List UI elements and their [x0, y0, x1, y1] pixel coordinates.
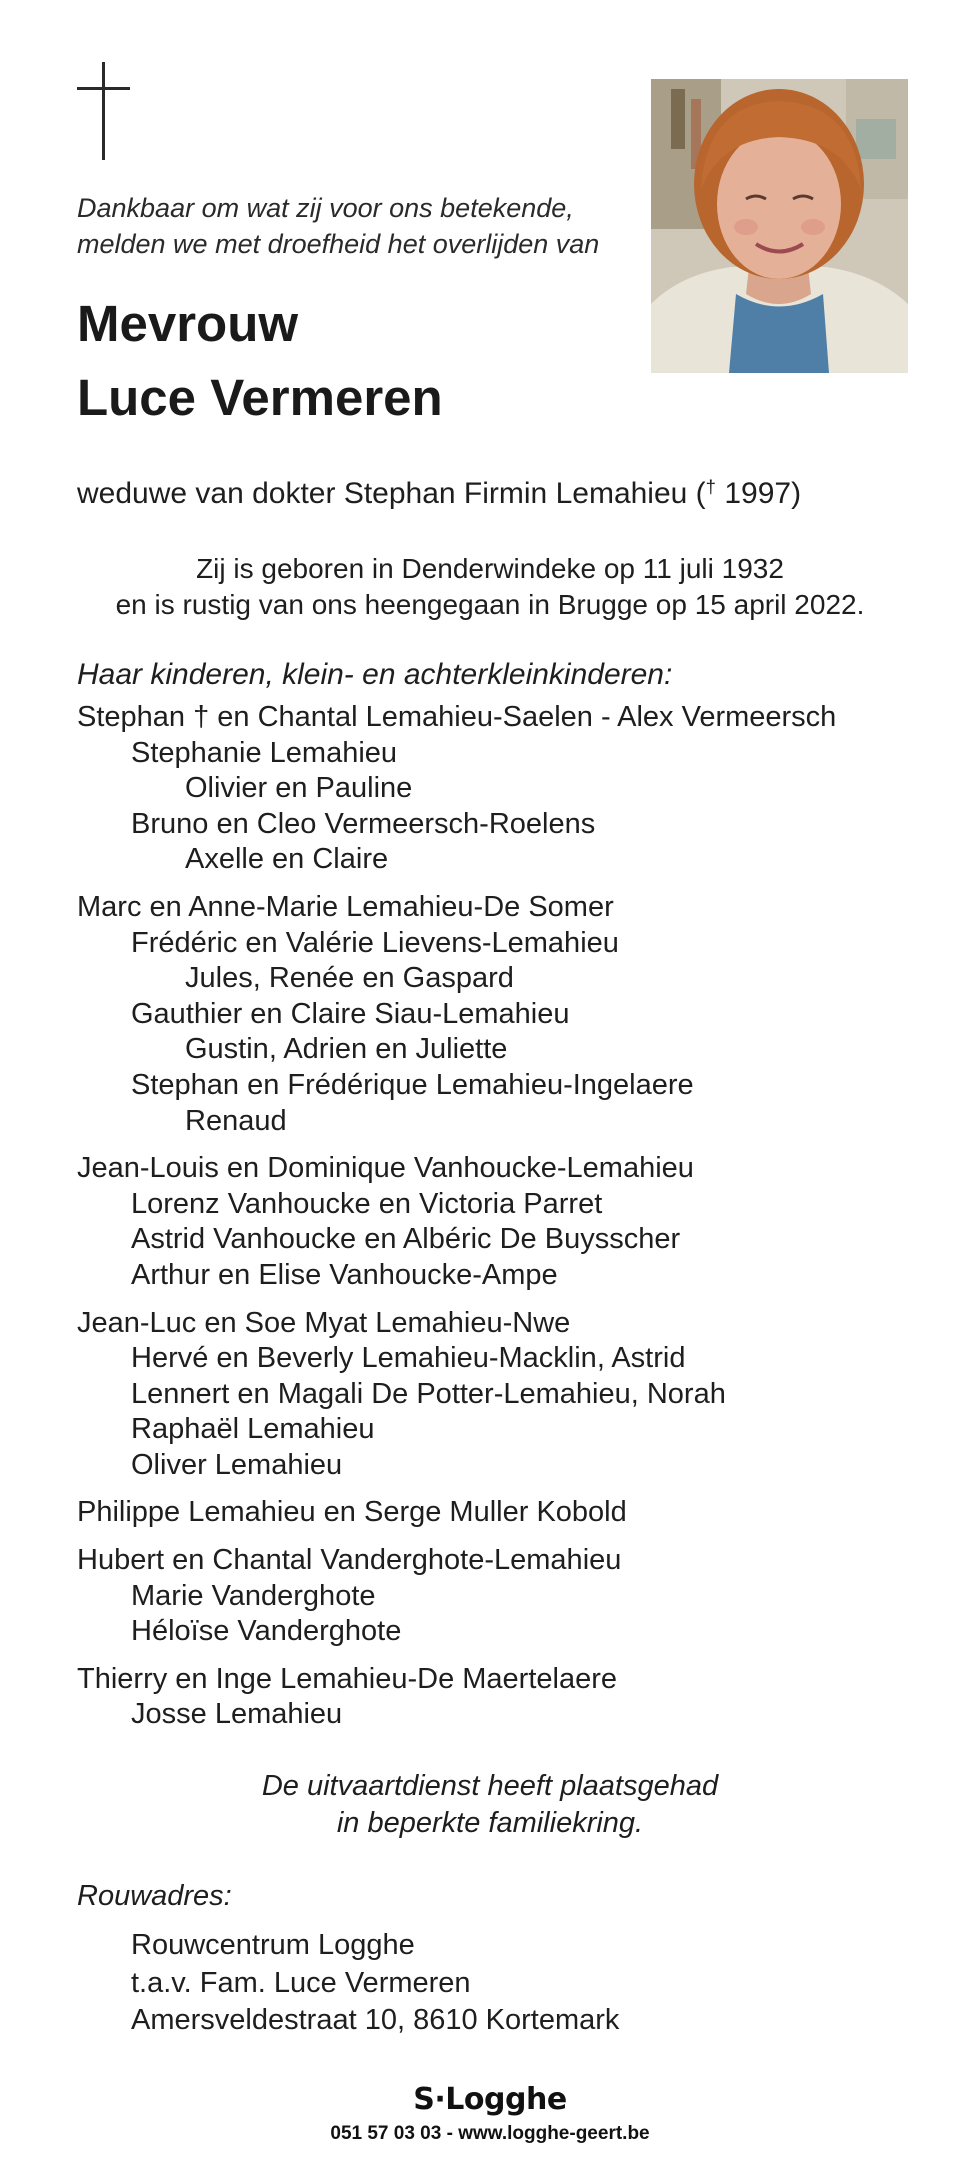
family-grandchild: Stephan en Frédérique Lemahieu-Ingelaere [131, 1068, 694, 1101]
family-group [77, 1495, 957, 1531]
family-group [77, 1662, 957, 1733]
family-grandchild: Marie Vanderghote [131, 1579, 376, 1612]
family-child: Philippe Lemahieu en Serge Muller Kobold [77, 1496, 627, 1529]
family-child: Jean-Luc en Soe Myat Lemahieu-Nwe [77, 1306, 571, 1339]
service-line-1: De uitvaartdienst heeft plaatsgehad [261, 1770, 719, 1802]
family-great-grandchild: Jules, Renée en Gaspard [185, 962, 514, 995]
family-child: Marc en Anne-Marie Lemahieu-De Somer [77, 890, 614, 923]
address-line-3: Amersveldestraat 10, 8610 Kortemark [131, 2004, 620, 2036]
family-grandchild: Bruno en Cleo Vermeersch-Roelens [131, 807, 596, 840]
contact-line: 051 57 03 03 - www.logghe-geert.be [330, 2123, 650, 2144]
family-grandchild: Stephanie Lemahieu [131, 736, 398, 769]
birth-line: Zij is geboren in Denderwindeke op 11 juli 1932 [196, 553, 784, 584]
funeral-home-logo: S·Logghe [413, 2082, 567, 2117]
family-group [77, 700, 957, 878]
family-grandchild: Oliver Lemahieu [131, 1448, 343, 1481]
family-grandchild: Josse Lemahieu [131, 1698, 343, 1731]
address-line-1: Rouwcentrum Logghe [131, 1929, 415, 1961]
family-child: Thierry en Inge Lemahieu-De Maertelaere [77, 1662, 617, 1695]
family-grandchild: Lennert en Magali De Potter-Lemahieu, Norah [131, 1377, 726, 1410]
family-group [77, 1306, 957, 1484]
family-great-grandchild: Gustin, Adrien en Juliette [185, 1033, 508, 1066]
name-title: Mevrouw [77, 295, 299, 352]
family-grandchild: Frédéric en Valérie Lievens-Lemahieu [131, 926, 619, 959]
family-grandchild: Astrid Vanhoucke en Albéric De Buysscher [131, 1223, 681, 1256]
widow-year: 1997) [716, 477, 802, 511]
dagger-icon: † [705, 476, 717, 497]
family-grandchild: Arthur en Elise Vanhoucke-Ampe [131, 1258, 558, 1291]
family-grandchild: Gauthier en Claire Siau-Lemahieu [131, 997, 570, 1030]
birth-death-text [60, 551, 920, 623]
family-group [77, 890, 957, 1139]
service-line-2: in beperkte familiekring. [336, 1807, 644, 1839]
family-grandchild: Héloïse Vanderghote [131, 1615, 402, 1648]
portrait-photo [651, 79, 908, 373]
death-line: en is rustig van ons heengegaan in Brugge op 15 april 2022. [115, 589, 865, 620]
widow-text: weduwe van dokter Stephan Firmin Lemahieu ( [77, 477, 706, 511]
family-grandchild: Raphaël Lemahieu [131, 1413, 375, 1446]
address-heading: Rouwadres: [77, 1880, 232, 1912]
intro-line-2: melden we met droefheid het overlijden van [77, 229, 600, 259]
family-great-grandchild: Renaud [185, 1104, 287, 1137]
family-great-grandchild: Axelle en Claire [185, 843, 389, 876]
widow-line [77, 467, 801, 514]
family-group [77, 1151, 957, 1293]
deceased-name: Luce Vermeren [77, 369, 443, 426]
intro-line-1: Dankbaar om wat zij voor ons betekende, [77, 193, 574, 223]
intro-text [77, 190, 647, 262]
family-heading: Haar kinderen, klein- en achterkleinkinderen: [77, 658, 673, 691]
family-grandchild: Lorenz Vanhoucke en Victoria Parret [131, 1187, 603, 1220]
address-block [131, 1927, 619, 2040]
family-grandchild: Hervé en Beverly Lemahieu-Macklin, Astrid [131, 1342, 686, 1375]
address-line-2: t.a.v. Fam. Luce Vermeren [131, 1966, 471, 1999]
service-notice [60, 1768, 920, 1842]
family-child: Hubert en Chantal Vanderghote-Lemahieu [77, 1544, 622, 1577]
family-great-grandchild: Olivier en Pauline [185, 772, 413, 805]
family-child: Jean-Louis en Dominique Vanhoucke-Lemahieu [77, 1152, 694, 1185]
family-group [77, 1543, 957, 1650]
family-child: Stephan † en Chantal Lemahieu-Saelen - Alex Vermeersch [77, 701, 837, 733]
family-list [77, 700, 957, 1745]
